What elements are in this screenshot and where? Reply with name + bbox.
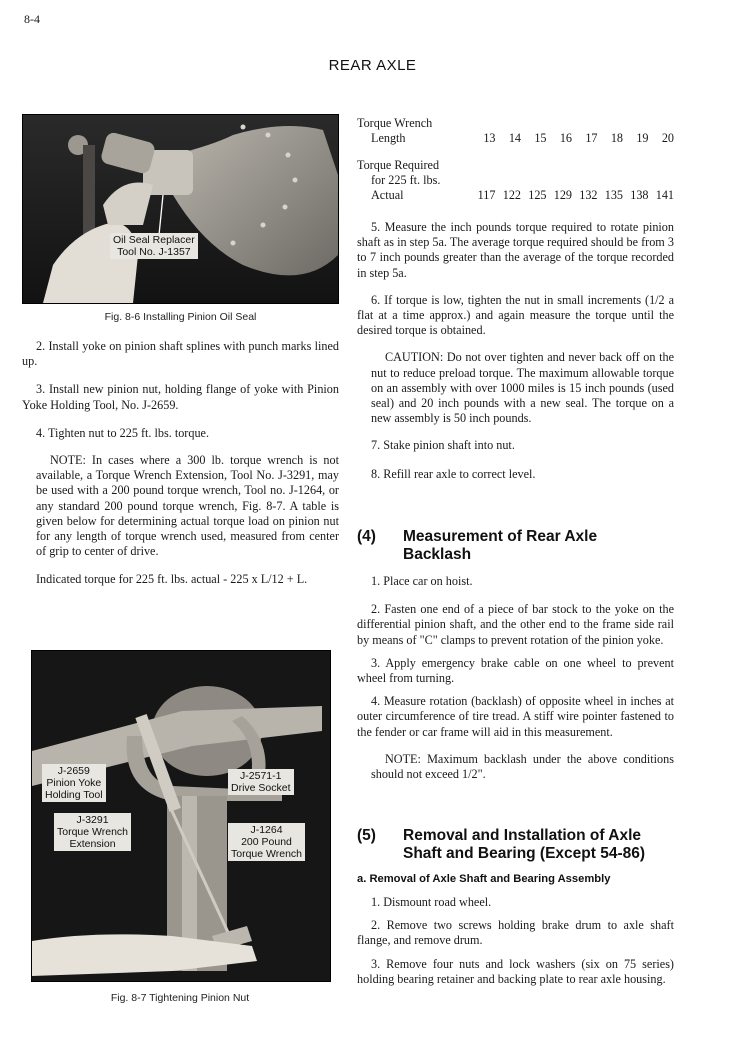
- step-4-tighten-nut: 4. Tighten nut to 225 ft. lbs. torque.: [36, 425, 210, 440]
- section-4-heading: (4) Measurement of Rear Axle Backlash: [357, 528, 598, 563]
- backlash-step-3: 3. Apply emergency brake cable on one wheel to prevent wheel from turning.: [357, 655, 674, 686]
- right-column-text: [357, 220, 674, 482]
- wrench-length-values: 13 14 15 16 17 18 19 20: [483, 131, 674, 145]
- figure-8-7-photo: [31, 650, 331, 982]
- backlash-step-2: 2. Fasten one end of a piece of bar stock to the yoke on the differential pinion shaft, and the other end to the frame side rail by means of "C" clamps to prevent rotation of the pinion yoke.: [357, 602, 674, 647]
- callout-j-2659: J-2659 Pinion Yoke Holding Tool: [42, 764, 106, 802]
- page-number: 8-4: [24, 12, 40, 26]
- step-8-refill-axle: 8. Refill rear axle to correct level.: [371, 466, 536, 481]
- step-6-torque-low: 6. If torque is low, tighten the nut in small increments (1/2 a flat at a time approx.) and again measure the torque until the desired torque is obtained.: [357, 292, 674, 338]
- note-torque-wrench-extension: NOTE: In cases where a 300 lb. torque wrench is not available, a Torque Wrench Extension, Tool No. J-3291, may be used with a 200 pound torque wrench, Tool no. J-1264, or any standard 200 pound torque wrench, Fig. 8-7. A table is given below for determining actual torque load on pinion nut for any length of torque wrench used, measured from center of grip to center of drive.: [36, 453, 339, 559]
- section-5-heading: (5) Removal and Installation of Axle Shaft and Bearing (Except 54-86): [357, 827, 646, 862]
- table-row-wrench-length: Length 13 14 15 16 17 18 19 20: [371, 131, 674, 145]
- backlash-note: NOTE: Maximum backlash under the above conditions should not exceed 1/2".: [371, 751, 674, 782]
- step-7-stake-pinion: 7. Stake pinion shaft into nut.: [371, 438, 515, 453]
- pinion-oil-seal-illustration: [23, 115, 338, 303]
- callout-j-3291: J-3291 Torque Wrench Extension: [54, 813, 131, 851]
- section-5a-subheading: a. Removal of Axle Shaft and Bearing Assembly: [357, 873, 611, 885]
- backlash-step-4: 4. Measure rotation (backlash) of opposite wheel in inches at outer circumference of tire tread. A stiff wire pointer fastened to the fender or car frame will aid in this measurement.: [357, 694, 674, 739]
- torque-table: [357, 116, 674, 203]
- table-row-label: for 225 ft. lbs.: [371, 173, 441, 187]
- torque-required-values: 117 122 125 129 132 135 138 141: [477, 188, 674, 202]
- removal-step-1: 1. Dismount road wheel.: [371, 895, 492, 909]
- removal-step-2: 2. Remove two screws holding brake drum to axle shaft flange, and remove drum.: [357, 918, 674, 948]
- backlash-step-1: 1. Place car on hoist.: [371, 574, 473, 588]
- caution-over-tighten: CAUTION: Do not over tighten and never back off on the nut to reduce preload torque. The maximum allowable torque on an assembly with over 1000 miles is 15 inch pounds (used seal) and 20 inch pounds with a new seal. The torque on a new assembly is 50 inch pounds.: [371, 350, 674, 426]
- figure-8-6-photo: [22, 114, 339, 304]
- section-4: [357, 528, 674, 782]
- removal-step-3: 3. Remove four nuts and lock washers (six on 75 series) holding bearing retainer and backing plate to rear axle housing.: [357, 956, 674, 986]
- section-5: [357, 827, 674, 987]
- step-5-measure-torque: 5. Measure the inch pounds torque required to rotate pinion shaft as in step 5a. The average torque required should be from 3 to 7 inch pounds greater than the average of the torque recorded in step 5a.: [357, 220, 674, 280]
- left-column-text: [22, 339, 339, 588]
- torque-formula: Indicated torque for 225 ft. lbs. actual - 225 x L/12 + L.: [36, 572, 308, 587]
- page-title: REAR AXLE: [328, 57, 417, 74]
- callout-j-1264: J-1264 200 Pound Torque Wrench: [228, 823, 305, 861]
- table-row-label: Torque Wrench: [357, 116, 433, 130]
- step-2-install-yoke: 2. Install yoke on pinion shaft splines with punch marks lined up.: [22, 339, 339, 369]
- table-row-label: Torque Required: [357, 158, 440, 172]
- callout-j-2571-1: J-2571-1 Drive Socket: [228, 769, 294, 795]
- figure-8-7-caption: Fig. 8-7 Tightening Pinion Nut: [110, 992, 250, 1004]
- callout-oil-seal-replacer: Oil Seal Replacer Tool No. J-1357: [110, 233, 198, 259]
- step-3-install-pinion-nut: 3. Install new pinion nut, holding flange of yoke with Pinion Yoke Holding Tool, No. J-2659.: [22, 382, 339, 412]
- table-row-torque-required: Actual 117 122 125 129 132 135 138 141: [371, 188, 674, 202]
- figure-8-6-caption: Fig. 8-6 Installing Pinion Oil Seal: [104, 311, 257, 323]
